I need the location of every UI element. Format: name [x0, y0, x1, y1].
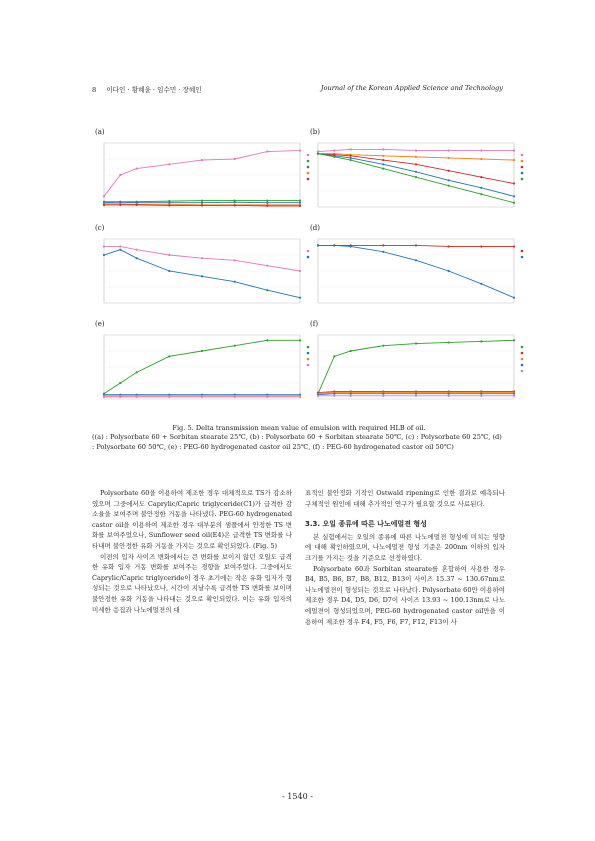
- data-point: [350, 155, 352, 157]
- data-point: [448, 157, 450, 159]
- data-point: [480, 395, 482, 397]
- data-point: [168, 396, 170, 398]
- data-point: [136, 168, 138, 170]
- data-point: [299, 205, 301, 207]
- data-point: [513, 339, 515, 341]
- figure-caption: [92, 424, 506, 452]
- running-header-left: [92, 84, 202, 94]
- data-point: [168, 163, 170, 165]
- chart-panel-e: [92, 329, 314, 409]
- data-point: [103, 396, 105, 398]
- data-point: [513, 202, 515, 204]
- legend-marker: [521, 346, 524, 349]
- data-point: [480, 158, 482, 160]
- right-column: [305, 488, 505, 627]
- data-point: [448, 149, 450, 151]
- data-point: [480, 340, 482, 342]
- data-point: [333, 244, 335, 246]
- data-point: [513, 395, 515, 397]
- data-point: [513, 245, 515, 247]
- caption-title: Fig. 5. Delta transmission mean value of emulsion with required HLB of oil.: [172, 424, 426, 432]
- legend-marker: [521, 160, 524, 163]
- data-point: [168, 355, 170, 357]
- data-point: [299, 297, 301, 299]
- data-point: [201, 200, 203, 202]
- chart-panel-f: [306, 329, 528, 409]
- data-point: [415, 244, 417, 246]
- data-point: [480, 393, 482, 395]
- data-point: [513, 297, 515, 299]
- section-heading: 3.3. 오일 종류에 따른 나노에멀젼 형성: [305, 520, 427, 529]
- legend-marker: [521, 172, 524, 175]
- data-point: [480, 149, 482, 151]
- data-point: [103, 204, 105, 206]
- paragraph: 이전의 입자 사이즈 변화에서는 큰 변화를 보이지 않던 오일도 급격한 유화 입자 거동 변화를 보여주는 경향을 보여주었다. 그중에서도 Caprylic/Capric triglyceride이 경우 초기에는 작은 유화 입자가 형성되는 것으로 나타났으나, 시간이 지날수록 급격한 TS 변화를 보이며 불안정한 유화 거동을 나타내는 것으로 확인되었다. 이는 유화 입자의 미세한 응집과 나노에멀젼의 대: [92, 552, 292, 614]
- chart-panel-b: [306, 137, 528, 217]
- data-point: [201, 204, 203, 206]
- data-point: [234, 204, 236, 206]
- paragraph: 표적인 불안정화 기작인 Ostwald ripening로 인한 결과로 예측되나 구체적인 원인에 대해 추가적인 연구가 필요할 것으로 사료된다.: [305, 489, 505, 508]
- data-point: [299, 202, 301, 204]
- data-point: [415, 149, 417, 151]
- paragraph: 본 실험에서는 오일의 종류에 따른 나노에멀젼 형성에 미치는 영향에 대해 확인하였으며, 나노에멀젼 형성 기준은 200nm 이하의 입자 크기를 가지는 것을 기준으로 선정하였다.: [305, 532, 505, 562]
- data-point: [266, 289, 268, 291]
- data-point: [136, 249, 138, 251]
- data-point: [136, 371, 138, 373]
- data-point: [119, 174, 121, 176]
- data-point: [415, 395, 417, 397]
- data-point: [119, 245, 121, 247]
- data-point: [480, 176, 482, 178]
- legend-marker: [521, 358, 524, 361]
- data-point: [103, 254, 105, 256]
- data-point: [266, 202, 268, 204]
- journal-title: Journal of the Korean Applied Science and Technology: [320, 84, 503, 92]
- data-point: [103, 245, 105, 247]
- data-point: [382, 345, 384, 347]
- data-point: [382, 393, 384, 395]
- legend-marker: [521, 352, 524, 355]
- data-point: [448, 393, 450, 395]
- data-point: [266, 396, 268, 398]
- data-point: [119, 382, 121, 384]
- data-point: [480, 193, 482, 195]
- data-point: [234, 259, 236, 261]
- data-point: [513, 149, 515, 151]
- author-list: 이다인 · 황혜윤 · 임수민 · 장혜인: [106, 86, 202, 94]
- panel-label-f: (f): [310, 320, 319, 328]
- data-point: [266, 150, 268, 152]
- legend-marker: [521, 178, 524, 181]
- data-point: [382, 148, 384, 150]
- data-point: [234, 158, 236, 160]
- data-point: [317, 150, 319, 152]
- chart-panel-d: [306, 233, 528, 313]
- data-point: [382, 163, 384, 165]
- data-point: [448, 341, 450, 343]
- data-point: [136, 396, 138, 398]
- data-point: [350, 395, 352, 397]
- data-point: [266, 200, 268, 202]
- paragraph: Polysorbate 60과 Sorbitan stearate를 혼합하여 사용한 경우 B4, B5, B6, B7, B8, B12, B13이 사이즈 15.37 ~ 130.67nm로 나노에멀젼이 형성되는 것으로 나타났다. Polysorbate 60만 이용하여 제조한 경우 D4, D5, D6, D7이 사이즈 13.93 ~ 100.13nm로 나노에멀젼이 형성되었으며, PEG-60 hydrogenated castor oil만을 이용하여 제조한 경우 F4, F5, F6, F7, F12, F13이 사: [305, 564, 505, 626]
- data-point: [168, 270, 170, 272]
- data-point: [266, 265, 268, 267]
- data-point: [299, 149, 301, 151]
- data-point: [266, 339, 268, 341]
- data-point: [317, 395, 319, 397]
- data-point: [382, 244, 384, 246]
- legend-marker: [521, 250, 524, 253]
- data-point: [201, 159, 203, 161]
- data-point: [480, 245, 482, 247]
- data-point: [333, 156, 335, 158]
- data-point: [234, 396, 236, 398]
- page-footer: - 1540 -: [282, 792, 313, 801]
- data-point: [350, 393, 352, 395]
- panel-label-c: (c): [95, 224, 105, 232]
- data-point: [234, 281, 236, 283]
- data-point: [448, 245, 450, 247]
- data-point: [448, 170, 450, 172]
- data-point: [382, 168, 384, 170]
- data-point: [234, 201, 236, 203]
- data-point: [119, 249, 121, 251]
- data-point: [317, 244, 319, 246]
- data-point: [415, 171, 417, 173]
- data-point: [333, 395, 335, 397]
- data-point: [415, 163, 417, 165]
- legend-marker: [521, 256, 524, 259]
- data-point: [350, 159, 352, 161]
- data-point: [350, 157, 352, 159]
- data-point: [513, 195, 515, 197]
- data-point: [350, 148, 352, 150]
- legend-marker: [521, 364, 524, 367]
- data-point: [201, 257, 203, 259]
- data-point: [103, 195, 105, 197]
- data-point: [136, 257, 138, 259]
- data-point: [299, 270, 301, 272]
- data-point: [333, 393, 335, 395]
- data-point: [513, 393, 515, 395]
- data-point: [382, 251, 384, 253]
- data-point: [299, 339, 301, 341]
- data-point: [480, 283, 482, 285]
- data-point: [415, 259, 417, 261]
- data-point: [480, 187, 482, 189]
- data-point: [350, 245, 352, 247]
- panel-label-e: (e): [95, 320, 105, 328]
- left-column: [92, 488, 292, 615]
- data-point: [201, 350, 203, 352]
- data-point: [513, 159, 515, 161]
- data-point: [136, 204, 138, 206]
- paragraph: Polysorbate 60을 이용하여 제조한 경우 대체적으로 TS가 감소하였으며 그중에서도 Caprylic/Capric triglyceride(C1)가 급격한 감소율을 보여주며 불안정한 거동을 나타냈다. PEG-60 hydrogenated castor oil을 이용하여 제조한 경우 대부분의 샘플에서 안정한 TS 변화를 보여주었으나, Sunflower seed oil(E4)은 급격한 TS 변화를 나타내며 불안정한 유화 거동을 가지는 것으로 확인되었다. (Fig. 5): [92, 489, 292, 550]
- page-number: 8: [92, 86, 97, 94]
- data-point: [119, 204, 121, 206]
- data-point: [415, 342, 417, 344]
- chart-panel-c: [92, 233, 314, 313]
- legend-marker: [521, 154, 524, 157]
- data-point: [201, 202, 203, 204]
- data-point: [448, 395, 450, 397]
- data-point: [201, 396, 203, 398]
- data-point: [201, 275, 203, 277]
- data-point: [350, 350, 352, 352]
- panel-label-a: (a): [95, 128, 105, 136]
- data-point: [119, 396, 121, 398]
- data-point: [299, 200, 301, 202]
- data-point: [317, 153, 319, 155]
- data-point: [168, 204, 170, 206]
- data-point: [415, 156, 417, 158]
- data-point: [415, 393, 417, 395]
- panel-label-d: (d): [310, 224, 320, 232]
- panel-label-b: (b): [310, 128, 320, 136]
- data-point: [415, 176, 417, 178]
- data-point: [382, 395, 384, 397]
- data-point: [382, 159, 384, 161]
- chart-panel-a: [92, 137, 314, 217]
- data-point: [168, 254, 170, 256]
- data-point: [448, 185, 450, 187]
- data-point: [266, 205, 268, 207]
- legend-marker: [521, 166, 524, 169]
- caption-detail: ((a) : Polysorbate 60 + Sorbitan stearate 25℃, (b) : Polysorbate 60 + Sorbitan stearate 50℃, (c) : Polysorbate 60 25℃, (d) : Polysorbate 60 50℃, (e) : PEG-60 hydrogenated castor oil 25℃, (f) : PEG-60 hydrogenated castor oil 50℃): [92, 433, 502, 451]
- data-point: [513, 182, 515, 184]
- data-point: [333, 149, 335, 151]
- data-point: [299, 396, 301, 398]
- data-point: [448, 270, 450, 272]
- data-point: [234, 345, 236, 347]
- data-point: [382, 155, 384, 157]
- legend-marker: [521, 370, 524, 373]
- data-point: [333, 355, 335, 357]
- data-point: [448, 179, 450, 181]
